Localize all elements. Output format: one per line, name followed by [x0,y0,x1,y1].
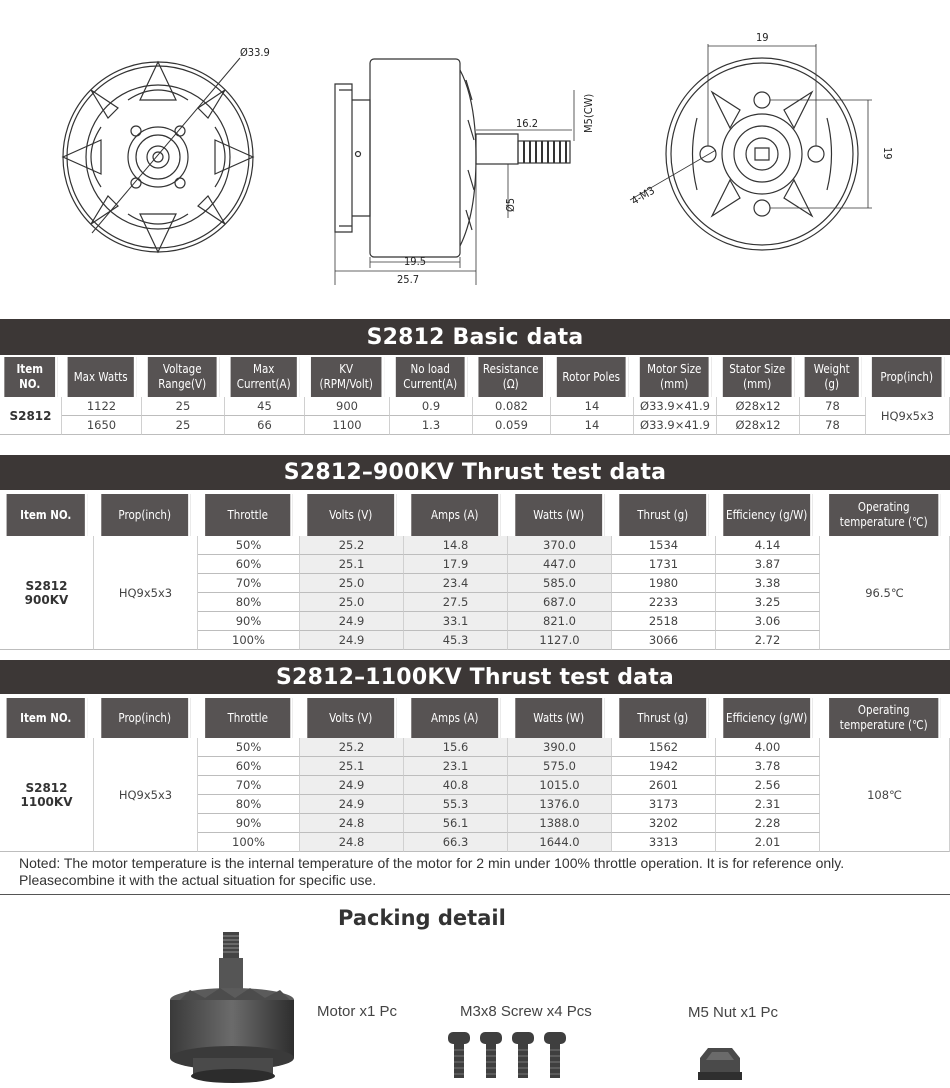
cell: Ø33.9×41.9 [634,397,717,416]
technical-drawings [0,0,950,305]
cell: 3.25 [716,593,820,612]
cell: 687.0 [508,593,612,612]
item-model: S2812 [25,578,68,593]
cell: 3.06 [716,612,820,631]
cell: 2.01 [716,833,820,852]
cell: 585.0 [508,574,612,593]
diameter-label: Ø33.9 [240,46,270,59]
cell: 100% [198,833,300,852]
divider [0,894,950,895]
cell: 1100 [305,416,390,435]
basic-prop: HQ9x5x3 [866,397,950,435]
cell: 24.9 [300,612,404,631]
cell: 900 [305,397,390,416]
basic-header-row [0,357,950,397]
cell: 2.72 [716,631,820,650]
cell: 15.6 [404,738,508,757]
cell: 1644.0 [508,833,612,852]
header-voltage-range: Voltage Range(V) [148,357,219,397]
header-weight: Weight (g) [805,357,862,397]
header-rotor-poles: Rotor Poles [557,357,628,397]
item-kv: 900KV [24,592,69,607]
table-row [0,738,950,757]
cell: 90% [198,612,300,631]
cell: 23.1 [404,757,508,776]
cell: 25.2 [300,536,404,555]
header-motor-size: Motor Size (mm) [640,357,711,397]
cell: 1127.0 [508,631,612,650]
cell: 25 [142,416,225,435]
cell: 2.31 [716,795,820,814]
motor-label: Motor x1 Pc [317,1003,398,1020]
cell: 24.9 [300,631,404,650]
cell: 27.5 [404,593,508,612]
thrust-1100kv-header-row [0,698,950,738]
cell: 33.1 [404,612,508,631]
thrust-900kv-table [0,494,950,650]
motor-front-view [63,58,253,252]
header-item-no: Item NO. [7,698,88,738]
header-thrust: Thrust (g) [619,698,708,738]
thrust-1100kv-prop: HQ9x5x3 [94,738,198,852]
header-watts: Watts (W) [515,698,604,738]
cell: 2233 [612,593,716,612]
cell: 1122 [62,397,142,416]
header-amps: Amps (A) [411,698,500,738]
cell: 1376.0 [508,795,612,814]
cell: 55.3 [404,795,508,814]
header-throttle: Throttle [205,494,293,536]
packing-detail-title: Packing detail [338,906,506,930]
nut-label: M5 Nut x1 Pc [688,1004,779,1021]
cell: 25.1 [300,555,404,574]
cell: 2.28 [716,814,820,833]
motor-side-view [335,59,574,285]
cell: 3173 [612,795,716,814]
cell: 80% [198,795,300,814]
basic-item-no: S2812 [0,397,62,435]
cell: 66 [225,416,305,435]
header-item-no: Item NO. [7,494,88,536]
table-row [0,536,950,555]
cell: 1650 [62,416,142,435]
header-efficiency: Efficiency (g/W) [723,494,812,536]
cell: 17.9 [404,555,508,574]
header-item-no: Item NO. [4,357,57,397]
cell: 1534 [612,536,716,555]
cell: 821.0 [508,612,612,631]
cell: 14.8 [404,536,508,555]
cell: 40.8 [404,776,508,795]
header-prop: Prop(inch) [872,357,944,397]
header-prop: Prop(inch) [101,698,190,738]
total-length-label: 25.7 [397,273,420,286]
cell: 3.78 [716,757,820,776]
cell: 3.38 [716,574,820,593]
thrust-1100kv-item [0,738,94,852]
cell: 25.0 [300,593,404,612]
cell: 1731 [612,555,716,574]
cell: 25.1 [300,757,404,776]
cell: 70% [198,776,300,795]
cell: 1562 [612,738,716,757]
header-stator-size: Stator Size (mm) [723,357,794,397]
thrust-1100kv-table [0,698,950,852]
cell: 1015.0 [508,776,612,795]
thrust-900kv-header-row [0,494,950,536]
cell: 3202 [612,814,716,833]
thrust-900kv-temperature: 96.5℃ [820,536,950,650]
header-temperature: Operating temperature (℃) [829,494,941,536]
header-resistance: Resistance (Ω) [478,357,545,397]
temperature-note: Noted: The motor temperature is the internal temperature of the motor for 2 min under 100% throttle operation. It is for reference only. Pleasecombine it with the actual situation for specific use. [19,855,845,888]
header-no-load-current: No load Current(A) [396,357,467,397]
cell: 2601 [612,776,716,795]
cell: 78 [800,397,866,416]
header-thrust: Thrust (g) [619,494,708,536]
cell: 45 [225,397,305,416]
cell: 370.0 [508,536,612,555]
cell: 60% [198,555,300,574]
thrust-900kv-title: S2812–900KV Thrust test data [0,455,950,490]
header-kv: KV (RPM/Volt) [311,357,384,397]
cell: 3.87 [716,555,820,574]
cell: 0.082 [473,397,551,416]
shaft-length-label: 16.2 [516,117,539,130]
header-efficiency: Efficiency (g/W) [723,698,812,738]
cell: 24.8 [300,814,404,833]
header-max-current: Max Current(A) [231,357,300,397]
cell: 24.9 [300,795,404,814]
cell: 0.9 [390,397,473,416]
basic-row-900kv [0,397,950,416]
header-amps: Amps (A) [411,494,500,536]
thread-label: M5(CW) [582,93,595,133]
cell: 56.1 [404,814,508,833]
cell: 25 [142,397,225,416]
cell: 80% [198,593,300,612]
cell: 25.0 [300,574,404,593]
thrust-1100kv-temperature: 108℃ [820,738,950,852]
cell: 1388.0 [508,814,612,833]
cell: 50% [198,738,300,757]
nut-image [690,1044,750,1082]
cell: 78 [800,416,866,435]
basic-row-1100kv [0,416,950,435]
cell: Ø28x12 [717,397,800,416]
cell: 24.9 [300,776,404,795]
thrust-900kv-prop: HQ9x5x3 [94,536,198,650]
cell: 23.4 [404,574,508,593]
cell: 45.3 [404,631,508,650]
basic-data-title: S2812 Basic data [0,319,950,355]
hole-spacing-v-label: 19 [881,147,894,160]
screw-holes-label: 4-M3 [629,183,657,208]
cell: 2518 [612,612,716,631]
body-length-label: 19.5 [404,255,427,268]
item-model: S2812 [25,780,68,795]
cell: 14 [551,416,634,435]
shaft-diameter-label: Ø5 [504,197,517,212]
header-throttle: Throttle [205,698,293,738]
header-max-watts: Max Watts [68,357,137,397]
cell: Ø33.9×41.9 [634,416,717,435]
thrust-900kv-item [0,536,94,650]
cell: 1980 [612,574,716,593]
cell: 14 [551,397,634,416]
cell: 100% [198,631,300,650]
cell: 50% [198,536,300,555]
cell: 4.14 [716,536,820,555]
header-prop: Prop(inch) [101,494,190,536]
thrust-1100kv-title: S2812–1100KV Thrust test data [0,660,950,694]
header-temperature: Operating temperature (℃) [829,698,941,738]
cell: 1.3 [390,416,473,435]
cell: 25.2 [300,738,404,757]
cell: 3313 [612,833,716,852]
cell: 70% [198,574,300,593]
cell: 2.56 [716,776,820,795]
cell: 4.00 [716,738,820,757]
cell: 24.8 [300,833,404,852]
cell: 390.0 [508,738,612,757]
motor-product-image [165,928,305,1088]
cell: 3066 [612,631,716,650]
item-kv: 1100KV [20,794,73,809]
cell: 0.059 [473,416,551,435]
screws-image [444,1030,572,1082]
cell: 60% [198,757,300,776]
hole-spacing-h-label: 19 [756,31,769,44]
header-volts: Volts (V) [307,494,396,536]
basic-data-table [0,357,950,435]
motor-rear-view [630,44,872,250]
cell: 1942 [612,757,716,776]
cell: 90% [198,814,300,833]
cell: 575.0 [508,757,612,776]
header-volts: Volts (V) [307,698,396,738]
cell: Ø28x12 [717,416,800,435]
cell: 447.0 [508,555,612,574]
header-watts: Watts (W) [515,494,604,536]
cell: 66.3 [404,833,508,852]
screws-label: M3x8 Screw x4 Pcs [460,1003,592,1020]
